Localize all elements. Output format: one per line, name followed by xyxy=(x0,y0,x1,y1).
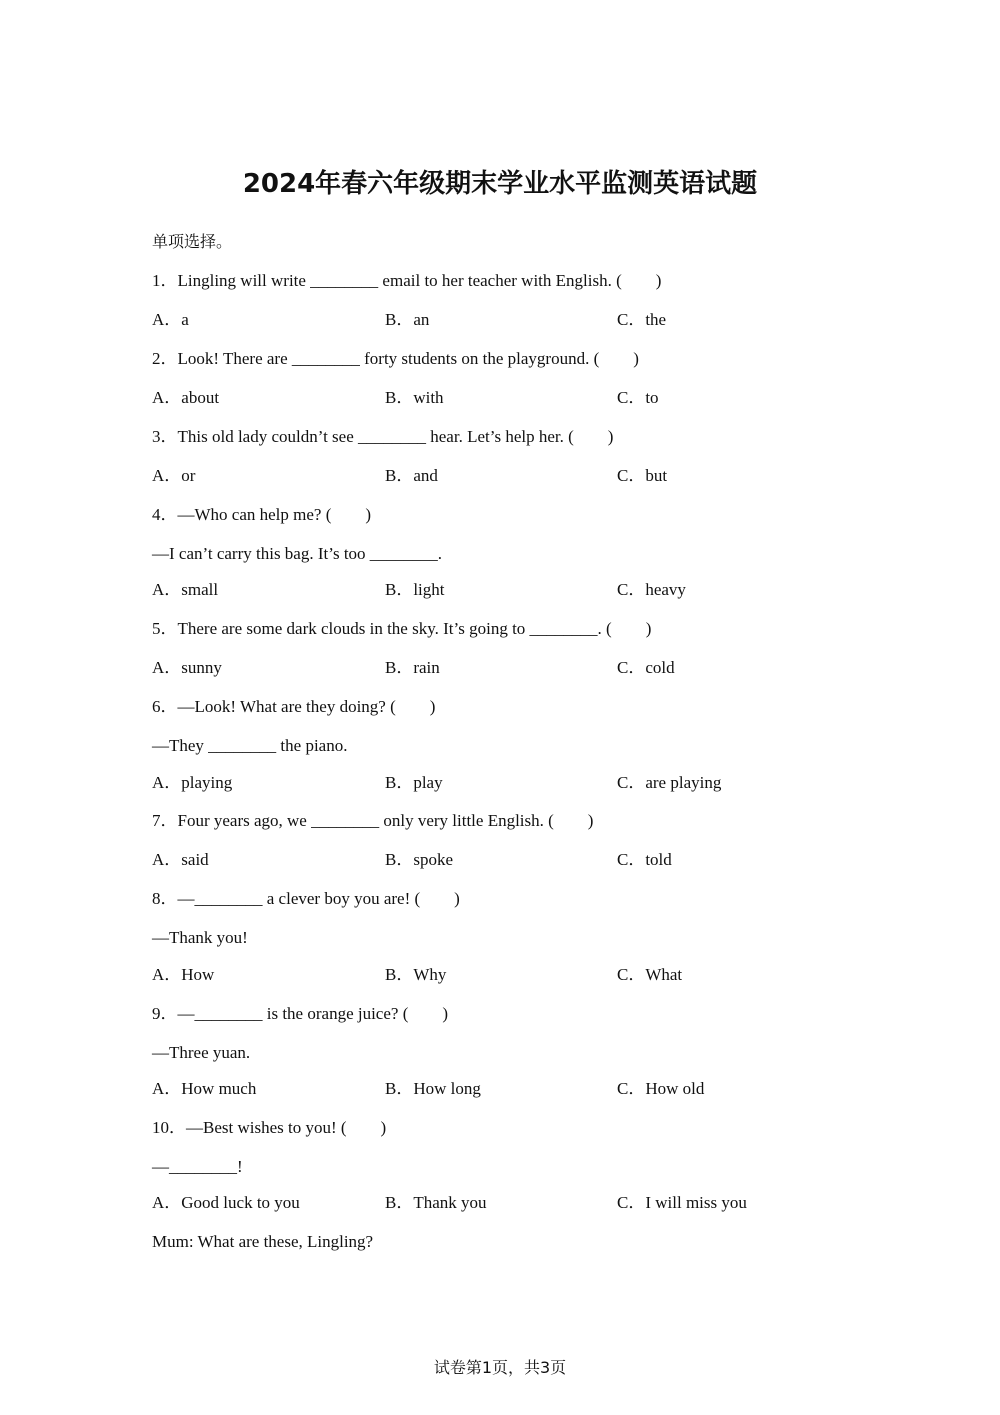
option-b: B．rain xyxy=(385,658,440,677)
question-stem: 5．There are some dark clouds in the sky. It’s going to ________. ( ) xyxy=(152,619,652,638)
option-a: A．How xyxy=(152,965,215,984)
option-b: B．Why xyxy=(385,965,447,984)
question-stem: 6．—Look! What are they doing? ( ) xyxy=(152,697,436,716)
question-stem: 1．Lingling will write ________ email to her teacher with English. ( ) xyxy=(152,271,662,290)
option-a: A．sunny xyxy=(152,658,222,677)
option-c: C．are playing xyxy=(617,773,722,792)
option-c: C．the xyxy=(617,310,667,329)
option-c: C．How old xyxy=(617,1079,705,1098)
question-stem: 4．—Who can help me? ( ) xyxy=(152,505,372,524)
section-heading: 单项选择。 xyxy=(152,232,233,251)
question-stem: 3．This old lady couldn’t see ________ hear. Let’s help her. ( ) xyxy=(152,427,614,446)
option-b: B．How long xyxy=(385,1079,481,1098)
question-stem: 9．—________ is the orange juice? ( ) xyxy=(152,1004,449,1023)
option-b: B．light xyxy=(385,580,445,599)
option-a: A．How much xyxy=(152,1079,257,1098)
question-stem: 10．—Best wishes to you! ( ) xyxy=(152,1118,387,1137)
question-stem: 2．Look! There are ________ forty students on the playground. ( ) xyxy=(152,349,639,368)
passage-line: Mum: What are these, Lingling? xyxy=(152,1232,374,1251)
option-a: A．a xyxy=(152,310,189,329)
option-c: C．to xyxy=(617,388,659,407)
option-a: A．said xyxy=(152,850,209,869)
question-stem: 8．—________ a clever boy you are! ( ) xyxy=(152,889,460,908)
option-c: C．but xyxy=(617,466,668,485)
page-footer: 试卷第1页，共3页 xyxy=(433,1358,567,1377)
option-c: C．told xyxy=(617,850,672,869)
option-c: C．cold xyxy=(617,658,675,677)
question-reply: —They ________ the piano. xyxy=(152,736,348,755)
option-a: A．Good luck to you xyxy=(152,1193,300,1212)
option-a: A．playing xyxy=(152,773,233,792)
option-a: A．or xyxy=(152,466,196,485)
question-reply: —Three yuan. xyxy=(152,1043,251,1062)
option-b: B．play xyxy=(385,773,443,792)
option-b: B．Thank you xyxy=(385,1193,487,1212)
question-stem: 7．Four years ago, we ________ only very little English. ( ) xyxy=(152,811,594,830)
option-b: B．spoke xyxy=(385,850,453,869)
option-c: C．heavy xyxy=(617,580,686,599)
option-b: B．with xyxy=(385,388,444,407)
question-reply: —I can’t carry this bag. It’s too ________. xyxy=(152,544,443,563)
page-title: 2024年春六年级期末学业水平监测英语试题 xyxy=(242,169,758,199)
question-reply: —________! xyxy=(152,1157,243,1176)
option-b: B．and xyxy=(385,466,438,485)
option-c: C．I will miss you xyxy=(617,1193,747,1212)
option-c: C．What xyxy=(617,965,683,984)
question-reply: —Thank you! xyxy=(152,928,248,947)
option-a: A．small xyxy=(152,580,219,599)
option-b: B．an xyxy=(385,310,430,329)
option-a: A．about xyxy=(152,388,220,407)
